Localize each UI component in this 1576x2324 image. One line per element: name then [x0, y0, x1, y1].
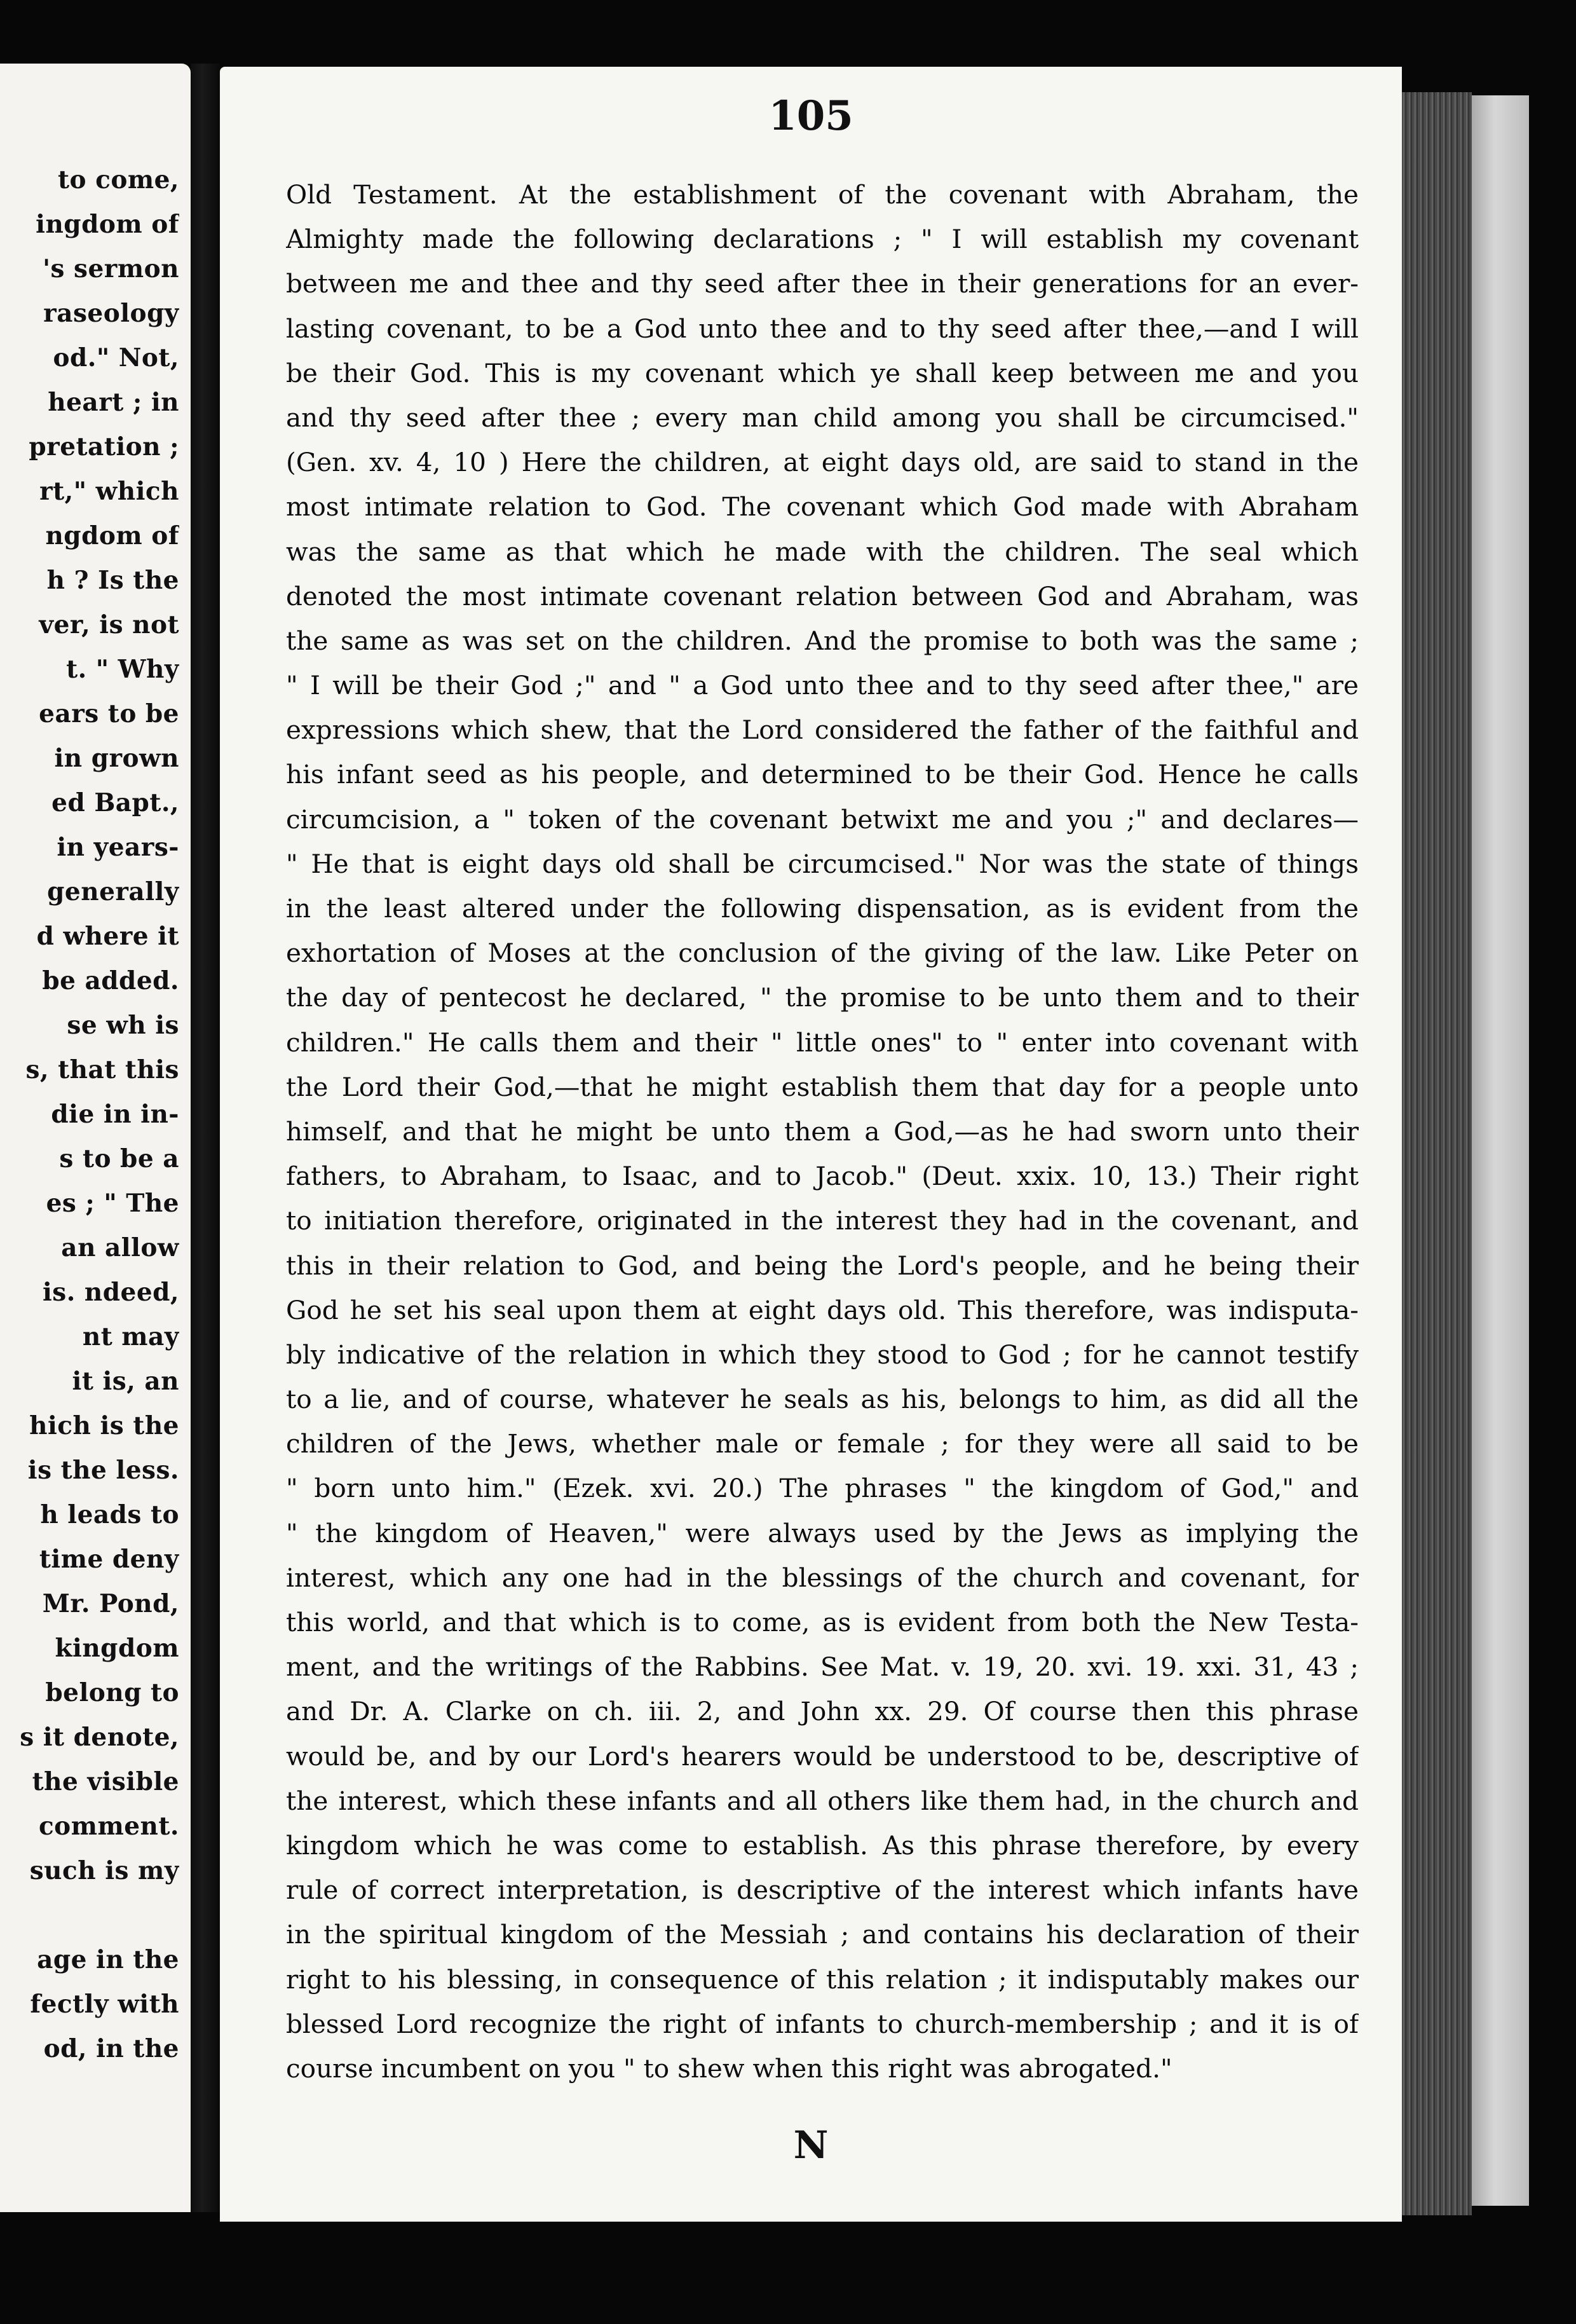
left-page-line: Mr. Pond, — [42, 1589, 179, 1618]
page-edges-light — [1472, 95, 1529, 2206]
body-line: between me and thee and thy seed after thee in their generations for an ever- — [286, 268, 1359, 299]
body-line: denoted the most intimate covenant relation between God and Abraham, was — [286, 580, 1359, 612]
body-line: expressions which shew, that the Lord considered the father of the faithful and — [286, 714, 1359, 746]
body-line: ment, and the writings of the Rabbins. See Mat. v. 19, 20. xvi. 19. xxi. 31, 43 ; — [286, 1651, 1359, 1683]
page-edges-dark — [1402, 92, 1472, 2215]
left-page-line: pretation ; — [29, 432, 179, 461]
left-page-line: it is, an — [72, 1367, 179, 1396]
left-page-line: ingdom of — [36, 210, 179, 239]
page-body-text — [286, 172, 1359, 2091]
left-page-line: hich is the — [29, 1411, 179, 1440]
left-page-line: 's sermon — [43, 254, 179, 284]
body-line: (Gen. xv. 4, 10 ) Here the children, at eight days old, are said to stand in the — [286, 447, 1359, 478]
body-line: kingdom which he was come to establish. As this phrase therefore, by every — [286, 1829, 1359, 1861]
left-page-line: age in the — [37, 1945, 179, 1974]
body-line: right to his blessing, in consequence of this relation ; it indisputably makes our — [286, 1964, 1359, 1995]
body-line: fathers, to Abraham, to Isaac, and to Jacob." (Deut. xxix. 10, 13.) Their right — [286, 1161, 1359, 1192]
body-line: children." He calls them and their " little ones" to " enter into covenant with — [286, 1027, 1359, 1058]
body-line: Old Testament. At the establishment of the covenant with Abraham, the — [286, 179, 1359, 210]
left-page-line: t. " Why — [66, 655, 179, 684]
body-line: " born unto him." (Ezek. xvi. 20.) The phrases " the kingdom of God," and — [286, 1473, 1359, 1504]
body-line: course incumbent on you " to shew when this right was abrogated." — [286, 2053, 1172, 2084]
left-page-line: s to be a — [59, 1144, 179, 1173]
body-line: children of the Jews, whether male or female ; for they were all said to be — [286, 1428, 1359, 1459]
body-line: interest, which any one had in the blessings of the church and covenant, for — [286, 1562, 1359, 1593]
left-page-line: ears to be — [39, 699, 179, 728]
body-line: " I will be their God ;" and " a God unto thee and to thy seed after thee," are — [286, 670, 1359, 701]
body-line: himself, and that he might be unto them a God,—as he had sworn unto their — [286, 1116, 1359, 1147]
left-page-line: h ? Is the — [46, 566, 179, 595]
body-line: the interest, which these infants and all others like them had, in the church and — [286, 1785, 1359, 1816]
left-page-line: is. ndeed, — [42, 1278, 179, 1307]
body-line: his infant seed as his people, and determined to be their God. Hence he calls — [286, 759, 1359, 790]
left-page-line: nt may — [82, 1322, 179, 1351]
left-page-line: od." Not, — [53, 343, 179, 373]
left-page-line: raseology — [43, 299, 179, 328]
left-page-line: is the less. — [27, 1456, 179, 1485]
body-line: to initiation therefore, originated in the interest they had in the covenant, and — [286, 1205, 1359, 1236]
body-line: this in their relation to God, and being the Lord's people, and he being their — [286, 1250, 1359, 1281]
left-page-line: time deny — [39, 1545, 179, 1574]
body-line: and thy seed after thee ; every man child among you shall be circumcised." — [286, 402, 1359, 433]
left-page-line: in grown — [54, 744, 179, 773]
left-page-line: an allow — [61, 1233, 179, 1262]
body-line: " He that is eight days old shall be circumcised." Nor was the state of things — [286, 848, 1359, 879]
left-page-line: es ; " The — [46, 1189, 179, 1218]
body-line: God he set his seal upon them at eight days old. This therefore, was indisputa- — [286, 1294, 1359, 1325]
left-page-line: od, in the — [43, 2034, 179, 2063]
body-line: would be, and by our Lord's hearers would be understood to be, descriptive of — [286, 1740, 1359, 1772]
facing-page-text — [0, 158, 179, 2071]
body-line: was the same as that which he made with the children. The seal which — [286, 536, 1359, 567]
body-line: bly indicative of the relation in which they stood to God ; for he cannot testify — [286, 1339, 1359, 1370]
left-page-line: ed Bapt., — [51, 788, 179, 817]
body-line: in the least altered under the following dispensation, as is evident from the — [286, 893, 1359, 924]
left-page-line: d where it — [36, 922, 179, 951]
book-page — [220, 67, 1402, 2222]
body-line: the day of pentecost he declared, " the promise to be unto them and to their — [286, 982, 1359, 1013]
signature-mark: N — [793, 2123, 829, 2168]
body-line: this world, and that which is to come, as is evident from both the New Testa- — [286, 1607, 1359, 1637]
left-page-line: belong to — [45, 1678, 179, 1707]
left-page-line: comment. — [38, 1812, 179, 1841]
body-line: Almighty made the following declarations ; " I will establish my covenant — [286, 224, 1359, 255]
body-line: the Lord their God,—that he might establish them that day for a people unto — [286, 1071, 1359, 1102]
body-line: the same as was set on the children. And the promise to both was the same ; — [286, 625, 1359, 656]
left-page-line: ngdom of — [45, 521, 179, 550]
left-page-line: s, that this — [25, 1055, 179, 1084]
left-page-line: h leads to — [40, 1500, 179, 1529]
left-page-line: rt," which — [39, 477, 179, 506]
body-line: and Dr. A. Clarke on ch. iii. 2, and John xx. 29. Of course then this phrase — [286, 1696, 1359, 1727]
left-page-line: heart ; in — [48, 388, 179, 417]
body-line: be their God. This is my covenant which ye shall keep between me and you — [286, 357, 1359, 388]
body-line: to a lie, and of course, whatever he seals as his, belongs to him, as did all the — [286, 1384, 1359, 1415]
body-line: most intimate relation to God. The covenant which God made with Abraham — [286, 491, 1359, 523]
left-page-line: fectly with — [30, 1990, 179, 2019]
body-line: exhortation of Moses at the conclusion of the giving of the law. Like Peter on — [286, 938, 1359, 969]
body-line: lasting covenant, to be a God unto thee and to thy seed after thee,—and I will — [286, 313, 1359, 344]
left-page-line: die in in- — [51, 1100, 179, 1129]
left-page-line: kingdom — [55, 1634, 179, 1663]
left-page-line: the visible — [32, 1767, 179, 1796]
left-page-line: s it denote, — [20, 1723, 179, 1752]
left-page-line: to come, — [57, 165, 179, 195]
left-page-line: such is my — [29, 1856, 179, 1885]
page-number: 105 — [768, 92, 853, 140]
body-line: circumcision, a " token of the covenant betwixt me and you ;" and declares— — [286, 803, 1359, 835]
left-page-line: in years- — [57, 833, 179, 862]
left-page-line — [0, 1893, 179, 1938]
left-page-line: generally — [47, 877, 179, 906]
body-line: " the kingdom of Heaven," were always used by the Jews as implying the — [286, 1517, 1359, 1548]
left-page-line: ver, is not — [39, 610, 179, 639]
facing-page-left — [0, 64, 191, 2212]
body-line: in the spiritual kingdom of the Messiah ; and contains his declaration of their — [286, 1919, 1359, 1950]
left-page-line: be added. — [42, 966, 179, 995]
body-line: blessed Lord recognize the right of infants to church-membership ; and it is of — [286, 2008, 1359, 2039]
book-gutter — [191, 64, 220, 2212]
left-page-line: se wh is — [67, 1011, 179, 1040]
body-line: rule of correct interpretation, is descriptive of the interest which infants have — [286, 1875, 1359, 1906]
